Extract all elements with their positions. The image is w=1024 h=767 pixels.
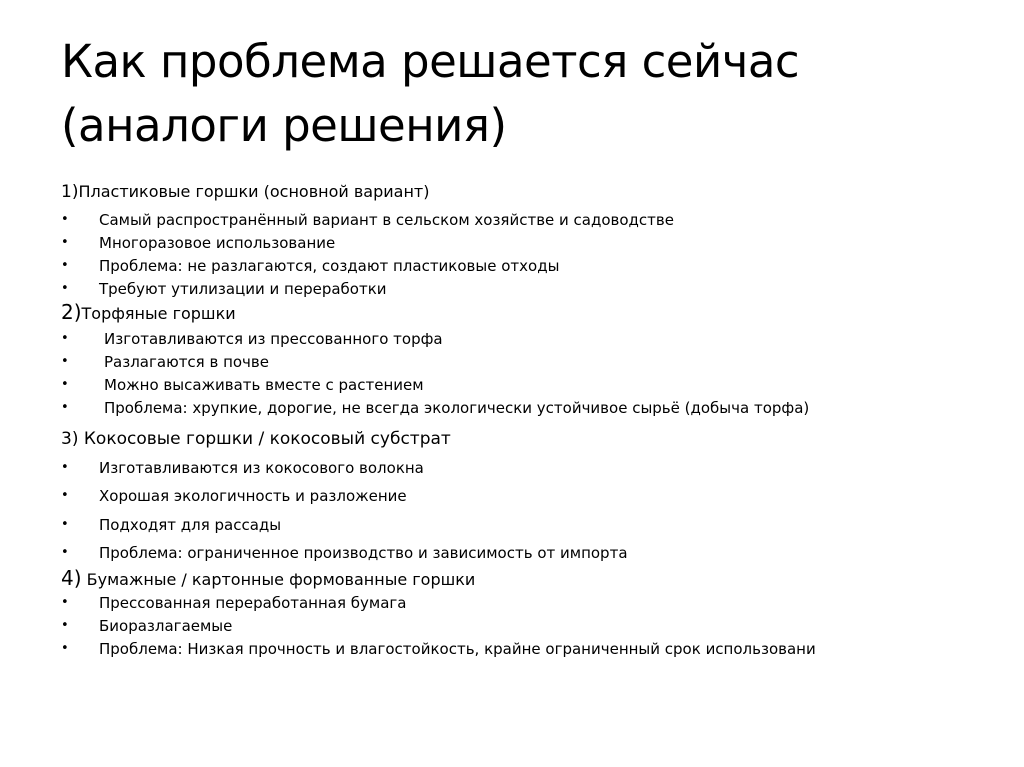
section-title: Торфяные горшки [81, 304, 236, 323]
bullet-icon: • [61, 595, 69, 610]
bullet-icon: • [61, 235, 69, 250]
bullet-icon: • [61, 212, 69, 227]
list-item-text: Проблема: не разлагаются, создают пластиковые отходы [99, 257, 560, 275]
bullet-icon: • [61, 377, 69, 392]
bullet-icon: • [61, 545, 69, 560]
bullet-icon: • [61, 281, 69, 296]
bullet-icon: • [61, 331, 69, 346]
section-title: Пластиковые горшки (основной вариант) [78, 182, 430, 201]
list-item-text: Проблема: ограниченное производство и зависимость от импорта [99, 544, 628, 562]
list-item-text: Изготавливаются из прессованного торфа [104, 330, 443, 348]
bullet-icon: • [61, 460, 69, 475]
bullet-icon: • [61, 641, 69, 656]
list-item-text: Многоразовое использование [99, 234, 336, 252]
section-heading-3 [61, 429, 451, 449]
list-item-text: Хорошая экологичность и разложение [99, 487, 407, 505]
bullet-icon: • [61, 400, 69, 415]
section-title: Бумажные / картонные формованные горшки [81, 570, 476, 589]
section-heading-4 [61, 568, 475, 590]
bullet-icon: • [61, 258, 69, 273]
bullet-icon: • [61, 517, 69, 532]
list-item-text: Можно высаживать вместе с растением [104, 376, 424, 394]
section-number: 3) [61, 429, 79, 449]
bullet-icon: • [61, 618, 69, 633]
section-heading-2 [61, 302, 236, 324]
section-number: 1) [61, 182, 79, 202]
title-line-1: Как проблема решается сейчас [61, 35, 800, 88]
list-item-text: Прессованная переработанная бумага [99, 594, 407, 612]
bullet-icon: • [61, 354, 69, 369]
list-item-text: Проблема: хрупкие, дорогие, не всегда экологически устойчивое сырьё (добыча торфа) [104, 399, 810, 417]
bullet-icon: • [61, 488, 69, 503]
section-heading-1 [61, 182, 429, 202]
section-number: 2) [61, 300, 82, 324]
section-title: Кокосовые горшки / кокосовый субстрат [78, 429, 451, 449]
title-line-2: (аналоги решения) [61, 99, 507, 152]
slide-title [61, 30, 961, 158]
section-number: 4) [61, 566, 82, 590]
list-item-text: Биоразлагаемые [99, 617, 233, 635]
list-item-text: Проблема: Низкая прочность и влагостойкость, крайне ограниченный срок использовани [99, 640, 816, 658]
list-item-text: Самый распространённый вариант в сельском хозяйстве и садоводстве [99, 211, 674, 229]
list-item-text: Требуют утилизации и переработки [99, 280, 387, 298]
list-item-text: Изготавливаются из кокосового волокна [99, 459, 424, 477]
list-item-text: Подходят для рассады [99, 516, 282, 534]
list-item-text: Разлагаются в почве [104, 353, 269, 371]
